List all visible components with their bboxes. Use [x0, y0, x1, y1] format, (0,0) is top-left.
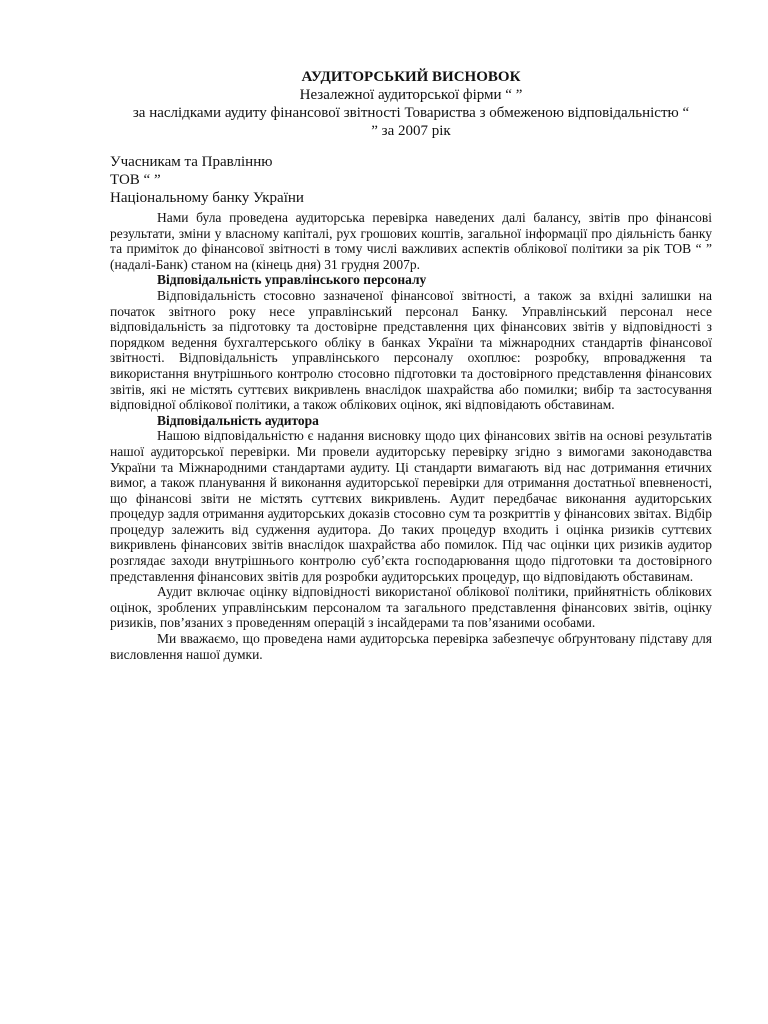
addressees-block — [110, 153, 304, 207]
auditor-firm-line: Незалежної аудиторської фірми “ ” — [299, 87, 523, 103]
document-title: АУДИТОРСЬКИЙ ВИСНОВОК — [301, 69, 521, 85]
conclusion-paragraph: Ми вважаємо, що проведена нами аудиторська перевірка забезпечує обґрунтовану підставу для висловлення нашої думки. — [110, 631, 712, 662]
auditor-responsibility-paragraph: Нашою відповідальністю є надання висновку щодо цих фінансових звітів на основі результатів нашої аудиторської перевірки. Ми провели аудиторську перевірку згідно з вимогами законодавства України та Міжнародними стандартами аудиту. Ці стандарти вимагають від нас дотримання етичних вимог, а також планування й виконання аудиторської перевірки для отримання достатньої впевненості, що фінансові звіти не містять суттєвих викривлень. Аудит передбачає виконання аудиторських процедур задля отримання аудиторських доказів стосовно сум та розкриттів у фінансових звітах. Відбір процедур залежить від судження аудитора. До таких процедур входить і оцінка ризиків суттєвих викривлень фінансових звітів внаслідок шахрайства або помилок. Під час оцінки цих ризиків аудитор розглядає заходи внутрішнього контролю суб’єкта господарювання щодо підготовки та достовірного представлення фінансових звітів для розробки аудиторських процедур, що відповідають обставинам. — [110, 428, 712, 584]
period-line: ” за 2007 рік — [371, 123, 451, 139]
management-responsibility-heading: Відповідальність управлінського персоналу — [157, 272, 427, 288]
addressee-national-bank: Національному банку України — [110, 190, 304, 206]
auditor-responsibility-heading: Відповідальність аудитора — [157, 412, 319, 428]
intro-paragraph: Нами була проведена аудиторська перевірка наведених далі балансу, звітів про фінансові результати, зміни у власному капіталі, рух грошових коштів, загальної інформації про діяльність банку та приміток до фінансової звітності в тому числі важливих аспектів облікової політики за рік ТОВ “ ” (надалі-Банк) станом на (кінець дня) 31 грудня 2007р. — [110, 210, 712, 272]
addressee-company: ТОВ “ ” — [110, 172, 161, 188]
management-responsibility-paragraph: Відповідальність стосовно зазначеної фінансової звітності, а також за вхідні залишки на початок звітного року несе управлінський персонал Банку. Управлінський персонал несе відповідальність за підготовку та достовірне представлення цих фінансових звітів у відповідності з порядком ведення бухгалтерського обліку в банках України та міжнародних стандартів фінансової звітності. Відповідальність управлінського персоналу охоплює: розробку, впровадження та використання внутрішнього контролю стосовно підготовки та достовірного представлення фінансових звітів, які не містять суттєвих викривлень внаслідок шахрайства або помилки; вибір та застосування відповідної облікової політики, а також облікових оцінок, які відповідають обставинам. — [110, 287, 712, 413]
document-header — [100, 68, 722, 140]
addressee-participants: Учасникам та Правлінню — [110, 154, 273, 170]
subject-line: за наслідками аудиту фінансової звітності Товариства з обмеженою відповідальністю “ — [132, 105, 690, 121]
audit-scope-paragraph: Аудит включає оцінку відповідності використаної облікової політики, прийнятність облікових оцінок, зроблених управлінським персоналом та загального представлення фінансових звітів, оцінку ризиків, пов’язаних з проведенням операцій з інсайдерами та пов’язаними особами. — [110, 584, 712, 631]
document-body — [110, 210, 712, 662]
